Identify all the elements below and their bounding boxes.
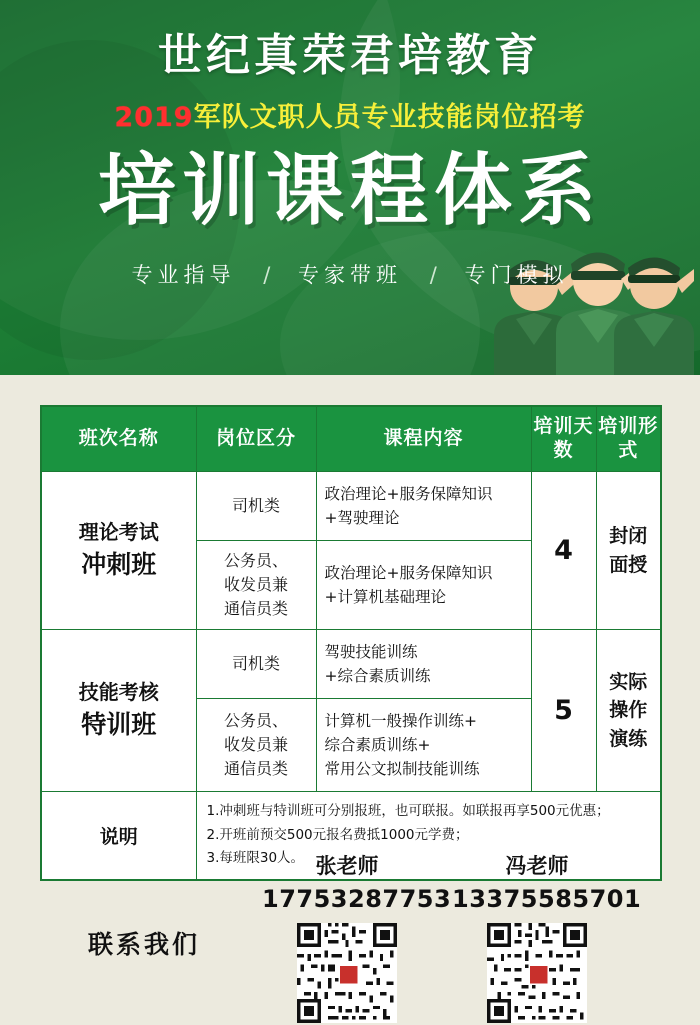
form-line: 操作 bbox=[609, 699, 648, 722]
table-header-training-days: 培训天数 bbox=[531, 406, 596, 472]
table-header-course-content: 课程内容 bbox=[316, 406, 531, 472]
contact-label: 联系我们 bbox=[88, 930, 201, 959]
contact-phone-1: 17753287753 bbox=[262, 885, 452, 913]
cell-content-2-2 bbox=[316, 699, 531, 792]
note-line: 2.开班前预交500元报名费抵1000元学费； bbox=[206, 826, 469, 843]
table-row bbox=[41, 630, 661, 699]
page-title: 培训课程体系 bbox=[97, 146, 602, 236]
class-name-line1: 技能考核 bbox=[78, 679, 159, 704]
cell-post-1-2: 公务员、 收发员兼 通信员类 bbox=[196, 541, 316, 630]
contact-name-1: 张老师 bbox=[315, 854, 379, 878]
note-line: 1.冲刺班与特训班可分别报班，也可联报。如联报再享500元优惠； bbox=[206, 803, 610, 820]
table-header-training-form: 培训形式 bbox=[596, 406, 661, 472]
cell-days-2: 5 bbox=[531, 630, 596, 792]
contact-person-2 bbox=[452, 850, 642, 1023]
content-line: 政治理论+服务保障知识 bbox=[324, 485, 493, 503]
tagline-item-1: 专业指导 bbox=[131, 262, 236, 287]
campaign-subtitle bbox=[108, 100, 591, 135]
cell-post-2-1: 司机类 bbox=[196, 630, 316, 699]
tagline-separator-2: / bbox=[429, 262, 437, 287]
form-line: 实际 bbox=[609, 670, 648, 693]
cell-days-1: 4 bbox=[531, 472, 596, 630]
cell-class-name-1 bbox=[41, 472, 196, 630]
cell-form-2 bbox=[596, 630, 661, 792]
table-row bbox=[41, 472, 661, 541]
table-header-class-name: 班次名称 bbox=[41, 406, 196, 472]
contact-person-1 bbox=[262, 850, 452, 1023]
tagline-item-3: 专门模拟 bbox=[464, 262, 569, 287]
poster-header bbox=[0, 0, 700, 375]
cell-post-1-1: 司机类 bbox=[196, 472, 316, 541]
form-line: 封闭 bbox=[609, 525, 648, 548]
content-line: 政治理论+服务保障知识 bbox=[324, 564, 493, 583]
form-line: 演练 bbox=[609, 727, 648, 750]
cell-content-2-1 bbox=[316, 630, 531, 699]
brand-title: 世纪真荣君培教育 bbox=[158, 30, 542, 81]
cell-post-2-2: 公务员、 收发员兼 通信员类 bbox=[196, 699, 316, 792]
content-line: 常用公文拟制技能训练 bbox=[324, 760, 480, 779]
class-name-line1: 理论考试 bbox=[78, 519, 159, 544]
cell-content-1-1 bbox=[316, 472, 531, 541]
campaign-subtitle-year: 2019 bbox=[114, 102, 194, 133]
cell-note-label: 说明 bbox=[41, 792, 196, 880]
content-line: 计算机一般操作训练+ bbox=[324, 712, 477, 731]
tagline-separator-1: / bbox=[263, 262, 271, 287]
contact-phone-2: 13375585701 bbox=[452, 885, 642, 913]
cell-content-1-2 bbox=[316, 541, 531, 630]
cell-form-1 bbox=[596, 472, 661, 630]
content-line: 综合素质训练+ bbox=[324, 736, 431, 755]
note-line: 3.每班限30人。 bbox=[206, 850, 305, 867]
table-header-post-type: 岗位区分 bbox=[196, 406, 316, 472]
content-line: +综合素质训练 bbox=[324, 667, 431, 686]
contact-name-2: 冯老师 bbox=[505, 854, 569, 878]
content-line: +驾驶理论 bbox=[324, 509, 400, 528]
cell-class-name-2 bbox=[41, 630, 196, 792]
qr-code-feng[interactable] bbox=[487, 923, 587, 1023]
class-name-line2: 冲刺班 bbox=[81, 549, 157, 579]
class-name-line2: 特训班 bbox=[81, 709, 157, 739]
course-table-wrapper bbox=[40, 405, 660, 881]
course-table bbox=[40, 405, 662, 881]
qr-code-zhang[interactable] bbox=[297, 923, 397, 1023]
form-line: 面授 bbox=[609, 553, 648, 576]
tagline bbox=[0, 259, 700, 289]
table-header-row bbox=[41, 406, 661, 472]
content-line: 驾驶技能训练 bbox=[324, 643, 418, 662]
contact-section bbox=[0, 845, 700, 1025]
campaign-subtitle-text: 军队文职人员专业技能岗位招考 bbox=[193, 102, 586, 133]
content-line: +计算机基础理论 bbox=[324, 588, 446, 607]
tagline-item-2: 专家带班 bbox=[298, 262, 402, 287]
